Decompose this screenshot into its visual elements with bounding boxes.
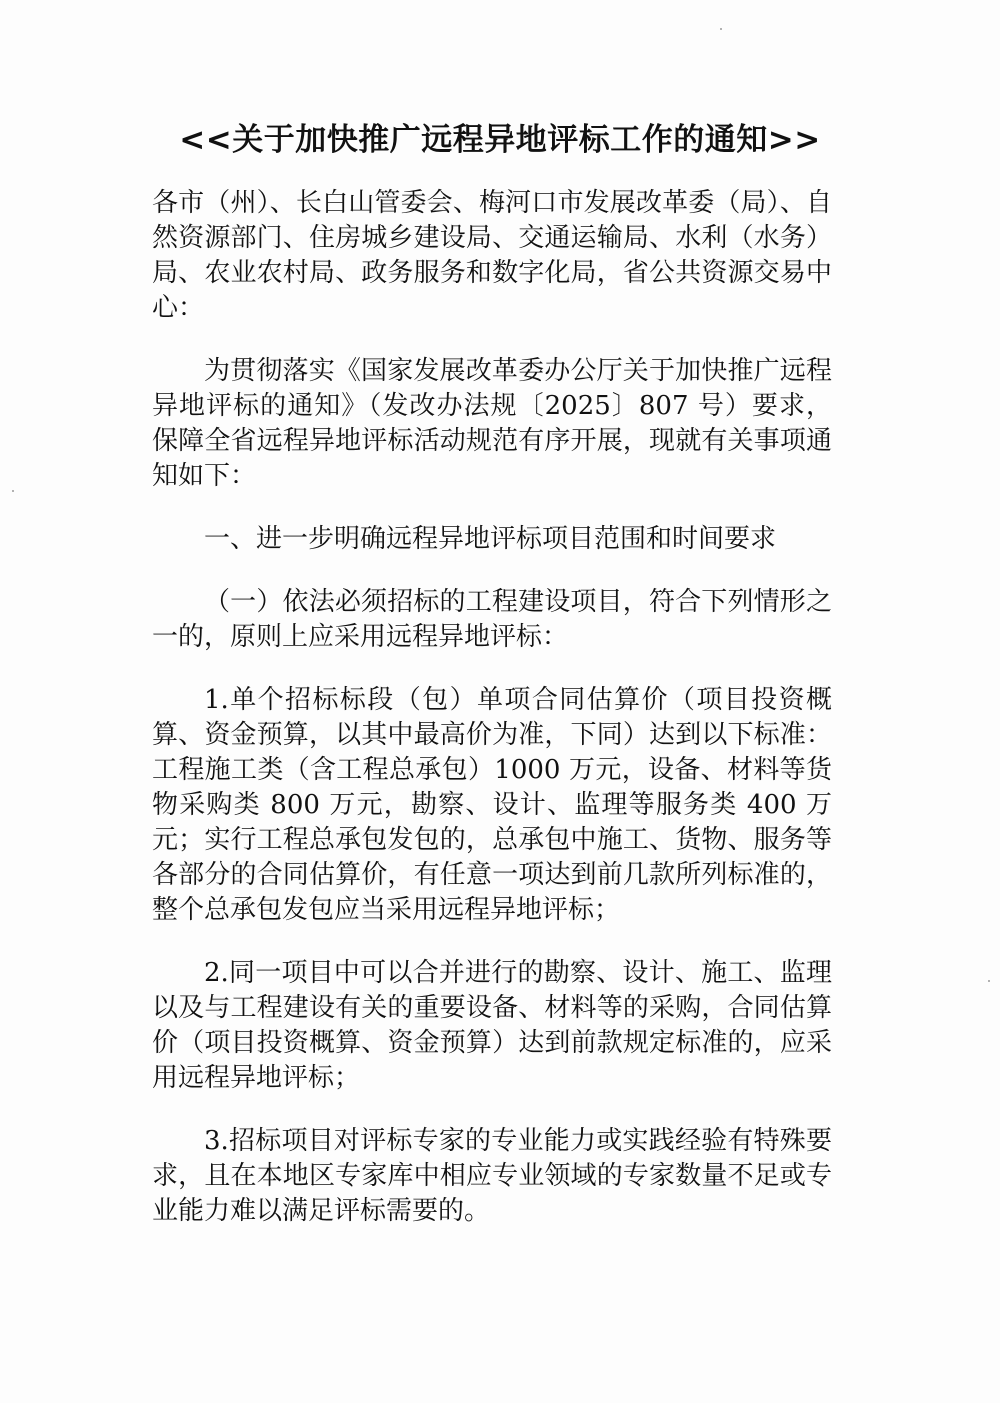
list-item-3: 3.招标项目对评标专家的专业能力或实践经验有特殊要求，且在本地区专家库中相应专业领域的专家数量不足或专业能力难以满足评标需要的。	[152, 1126, 832, 1226]
list-item-1: 1.单个招标标段（包）单项合同估算价（项目投资概算、资金预算，以其中最高价为准，下同）达到以下标准：工程施工类（含工程总承包）1000 万元，设备、材料等货物采购类 800 万元，勘察、设计、监理等服务类 400 万元；实行工程总承包发包的，总承包中施工、货物、服务等各部分的合同估算价，有任意一项达到前几款所列标准的，整个总承包发包应当采用远程异地评标；	[152, 685, 832, 925]
scan-speck	[988, 980, 990, 982]
scan-speck	[12, 490, 14, 492]
list-item-2: 2.同一项目中可以合并进行的勘察、设计、施工、监理以及与工程建设有关的重要设备、材料等的采购，合同估算价（项目投资概算、资金预算）达到前款规定标准的，应采用远程异地评标；	[152, 958, 832, 1093]
section-heading: 一、进一步明确远程异地评标项目范围和时间要求	[204, 524, 777, 554]
intro-paragraph: 为贯彻落实《国家发展改革委办公厅关于加快推广远程异地评标的通知》（发改办法规〔2025〕807 号）要求，保障全省远程异地评标活动规范有序开展，现就有关事项通知如下：	[152, 356, 832, 491]
document-title: <<关于加快推广远程异地评标工作的通知>>	[179, 122, 821, 158]
addressee-paragraph: 各市（州）、长白山管委会、梅河口市发展改革委（局）、自然资源部门、住房城乡建设局、交通运输局、水利（水务）局、农业农村局、政务服务和数字化局，省公共资源交易中心：	[152, 188, 832, 323]
document-body	[152, 186, 832, 1257]
subsection-paragraph: （一）依法必须招标的工程建设项目，符合下列情形之一的，原则上应采用远程异地评标：	[152, 587, 832, 652]
scan-speck	[720, 28, 722, 30]
